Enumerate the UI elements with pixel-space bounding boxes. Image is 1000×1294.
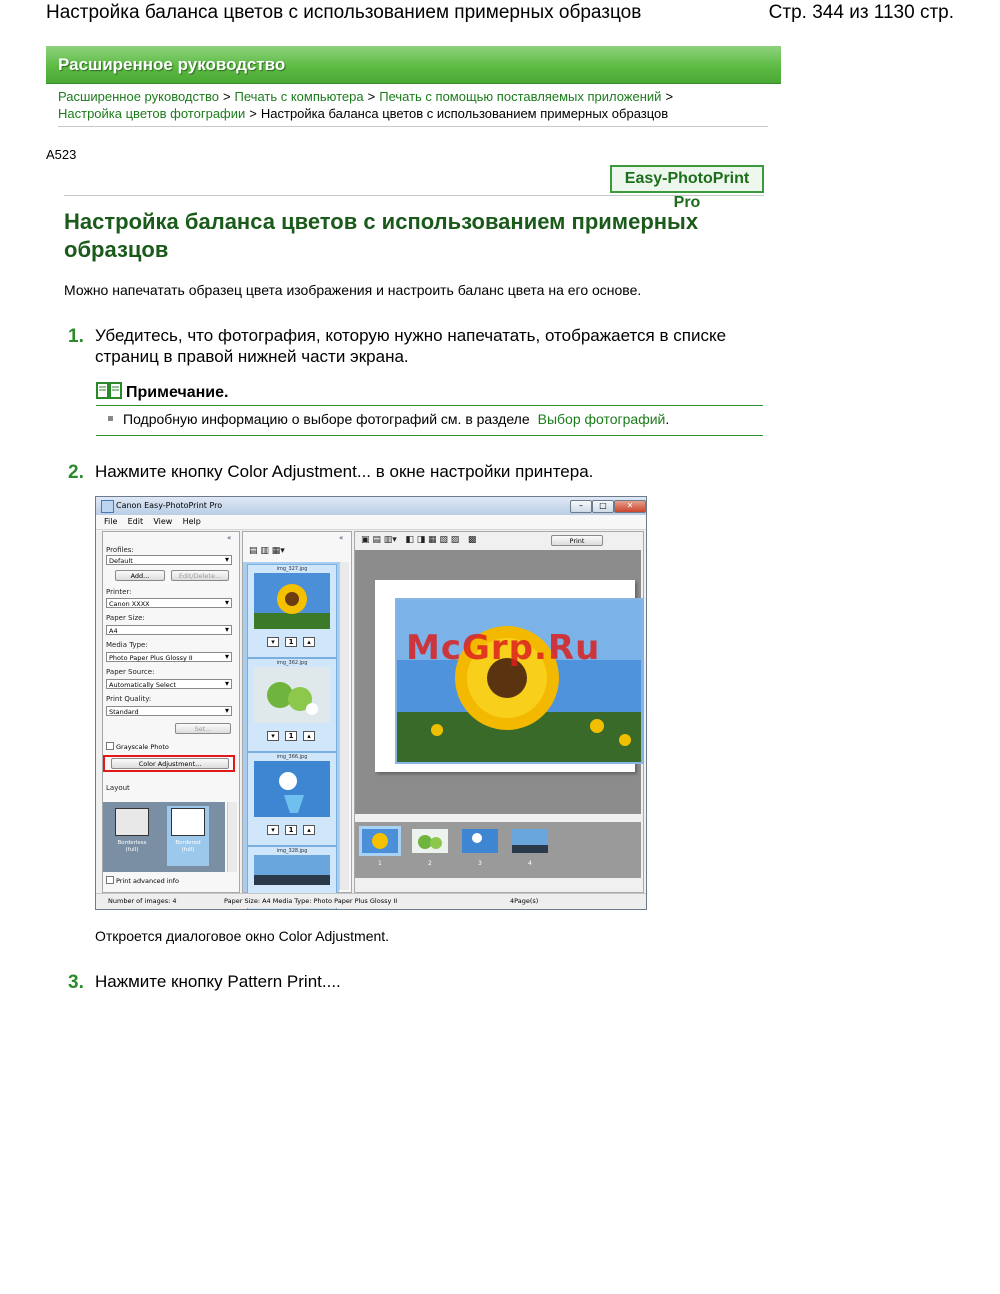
color-adjustment-button[interactable]: Color Adjustment... [111,758,229,769]
note-divider [96,435,763,436]
note-trail: . [665,411,670,427]
page-thumbnail[interactable] [459,826,501,856]
book-icon [96,382,122,405]
status-bar [96,893,646,908]
note-text: Подробную информацию о выборе фотографий см. в разделе [123,411,530,427]
preview-pane [354,531,644,893]
flower-glass-photo [254,761,330,817]
layout-list [103,802,225,872]
close-button[interactable]: ✕ [614,500,646,513]
menu-edit[interactable]: Edit [127,517,144,526]
paper-source-label: Paper Source: [106,668,155,676]
divider [64,195,764,196]
menu-bar [96,515,646,530]
app-icon [101,500,114,513]
increase-icon[interactable]: ▴ [303,731,315,741]
note-item [108,411,669,427]
maximize-button[interactable]: □ [592,500,614,513]
menu-file[interactable]: File [104,517,118,526]
sunflower-photo [254,573,330,629]
collapse-icon[interactable]: « [227,534,232,542]
paper-size-select[interactable]: A4 ▾ [106,625,232,635]
copies-control [267,637,317,647]
layout-sub: (full) [181,847,195,853]
layout-thumbnail [171,808,205,836]
page-number: Стр. 344 из 1130 стр. [768,2,954,23]
increase-icon[interactable]: ▴ [303,637,315,647]
window-titlebar [96,497,646,515]
status-image-count: Number of images: 4 [108,897,177,905]
status-paper-info: Paper Size: A4 Media Type: Photo Paper Plus Glossy II [224,897,398,905]
page-number-label: 2 [428,860,432,867]
breadcrumb [58,88,768,122]
intro-text: Можно напечатать образец цвета изображения и настроить баланс цвета на его основе. [64,282,642,298]
step-number: 1. [68,326,84,347]
paper-sheet [375,580,635,772]
breadcrumb-link[interactable]: Расширенное руководство [58,89,219,104]
page-thumbnail[interactable] [359,826,401,856]
decrease-icon[interactable]: ▾ [267,637,279,647]
banner-label: Расширенное руководство [58,55,286,74]
step-text: Убедитесь, что фотография, которую нужно напечатать, отображается в списке страниц в правой нижней части экрана. [95,326,727,366]
section-banner [46,46,781,84]
breadcrumb-separator: > [665,89,674,104]
breadcrumb-link[interactable]: Печать с компьютера [234,89,364,104]
note-heading [96,382,228,405]
increase-icon[interactable]: ▴ [303,825,315,835]
copies-value[interactable]: 1 [285,825,297,835]
copies-value[interactable]: 1 [285,637,297,647]
breadcrumb-link[interactable]: Печать с помощью поставляемых приложений [379,89,662,104]
paper-size-label: Paper Size: [106,614,145,622]
status-pages: 4Page(s) [510,897,539,905]
print-quality-label: Print Quality: [106,695,152,703]
file-name: img_362.jpg [276,660,308,666]
thumbnail-card[interactable] [247,752,337,846]
layout-name: Borderless [117,840,147,846]
copies-control [267,731,317,741]
toolbar-icons[interactable]: ▣ ▤ ▥▾ ◧ ◨ ▦ ▧ ▨ ▩ [361,535,477,545]
preview-photo [395,598,643,764]
product-badge: Easy-PhotoPrint Pro [610,165,764,193]
copies-control [267,825,317,835]
breadcrumb-current: Настройка баланса цветов с использованием примерных образцов [260,106,669,121]
watermark: McGrp.Ru [406,628,601,668]
window-title: Canon Easy-PhotoPrint Pro [116,501,223,510]
divider [58,126,768,127]
minimize-button[interactable]: – [570,500,592,513]
step-text: Нажмите кнопку Color Adjustment... в окне настройки принтера. [95,462,594,481]
layout-thumbnail [115,808,149,836]
advanced-info-checkbox[interactable] [106,876,179,885]
thumbnail-card[interactable] [247,658,337,752]
media-type-select[interactable]: Photo Paper Plus Glossy II ▾ [106,652,232,662]
file-name: img_327.jpg [276,566,308,572]
printer-select[interactable]: Canon XXXX ▾ [106,598,232,608]
document-title: Настройка баланса цветов с использованием примерных образцов [46,2,642,23]
file-name: img_366.jpg [276,754,308,760]
settings-pane [102,531,240,893]
step-text: Нажмите кнопку Pattern Print.... [95,972,341,991]
step-number: 3. [68,972,84,993]
step-number: 2. [68,462,84,483]
decrease-icon[interactable]: ▾ [267,825,279,835]
breadcrumb-link[interactable]: Настройка цветов фотографии [58,106,246,121]
layout-sub: (full) [125,847,139,853]
print-button[interactable]: Print [551,535,603,546]
page-list [355,822,641,878]
layout-option[interactable] [111,806,153,866]
step-caption: Откроется диалоговое окно Color Adjustment. [95,928,390,944]
layout-scrollbar[interactable] [227,802,237,872]
highlight-box [103,755,235,772]
select-photos-link[interactable]: Выбор фотографий [537,411,666,427]
breadcrumb-separator: > [249,106,257,121]
grayscale-checkbox[interactable] [106,742,169,751]
add-profile-button[interactable]: Add... [115,570,165,581]
file-name: img_328.jpg [276,848,308,854]
layout-option[interactable] [167,806,209,866]
copies-value[interactable]: 1 [285,731,297,741]
layout-label: Layout [106,784,130,792]
bullet-icon [108,416,113,421]
profile-select[interactable]: Default ▾ [106,555,232,565]
page-number-label: 1 [378,860,382,867]
apples-photo [254,667,330,723]
thumbnail-pane [242,531,352,893]
thumbnail-card[interactable] [247,564,337,658]
page-thumbnail[interactable] [509,826,551,856]
collapse-icon[interactable]: « [339,534,344,542]
page-heading: Настройка баланса цветов с использованием примерных образцов [64,209,699,262]
page-preview [355,550,641,814]
set-button[interactable]: Set... [175,723,231,734]
page-number-label: 4 [528,860,532,867]
paper-source-select[interactable]: Automatically Select ▾ [106,679,232,689]
page-thumbnail[interactable] [409,826,451,856]
edit-delete-button[interactable]: Edit/Delete... [171,570,229,581]
layout-name: Bordered [175,840,201,846]
menu-help[interactable]: Help [182,517,201,526]
print-quality-select[interactable]: Standard ▾ [106,706,232,716]
menu-view[interactable]: View [153,517,173,526]
advanced-info-label: Print advanced info [116,877,180,885]
thumbnail-list [243,562,339,892]
printer-label: Printer: [106,588,132,596]
page-number-label: 3 [478,860,482,867]
app-window-screenshot [95,496,647,910]
profiles-label: Profiles: [106,546,134,554]
breadcrumb-separator: > [367,89,376,104]
toolbar-icons[interactable]: ▤ ▥ ▦▾ [249,546,285,556]
note-title: Примечание. [126,384,229,401]
note-divider [96,405,763,406]
document-code: A523 [46,147,77,162]
thumbnail-scrollbar[interactable] [339,562,349,890]
media-type-label: Media Type: [106,641,148,649]
grayscale-label: Grayscale Photo [116,743,169,751]
breadcrumb-separator: > [222,89,231,104]
decrease-icon[interactable]: ▾ [267,731,279,741]
